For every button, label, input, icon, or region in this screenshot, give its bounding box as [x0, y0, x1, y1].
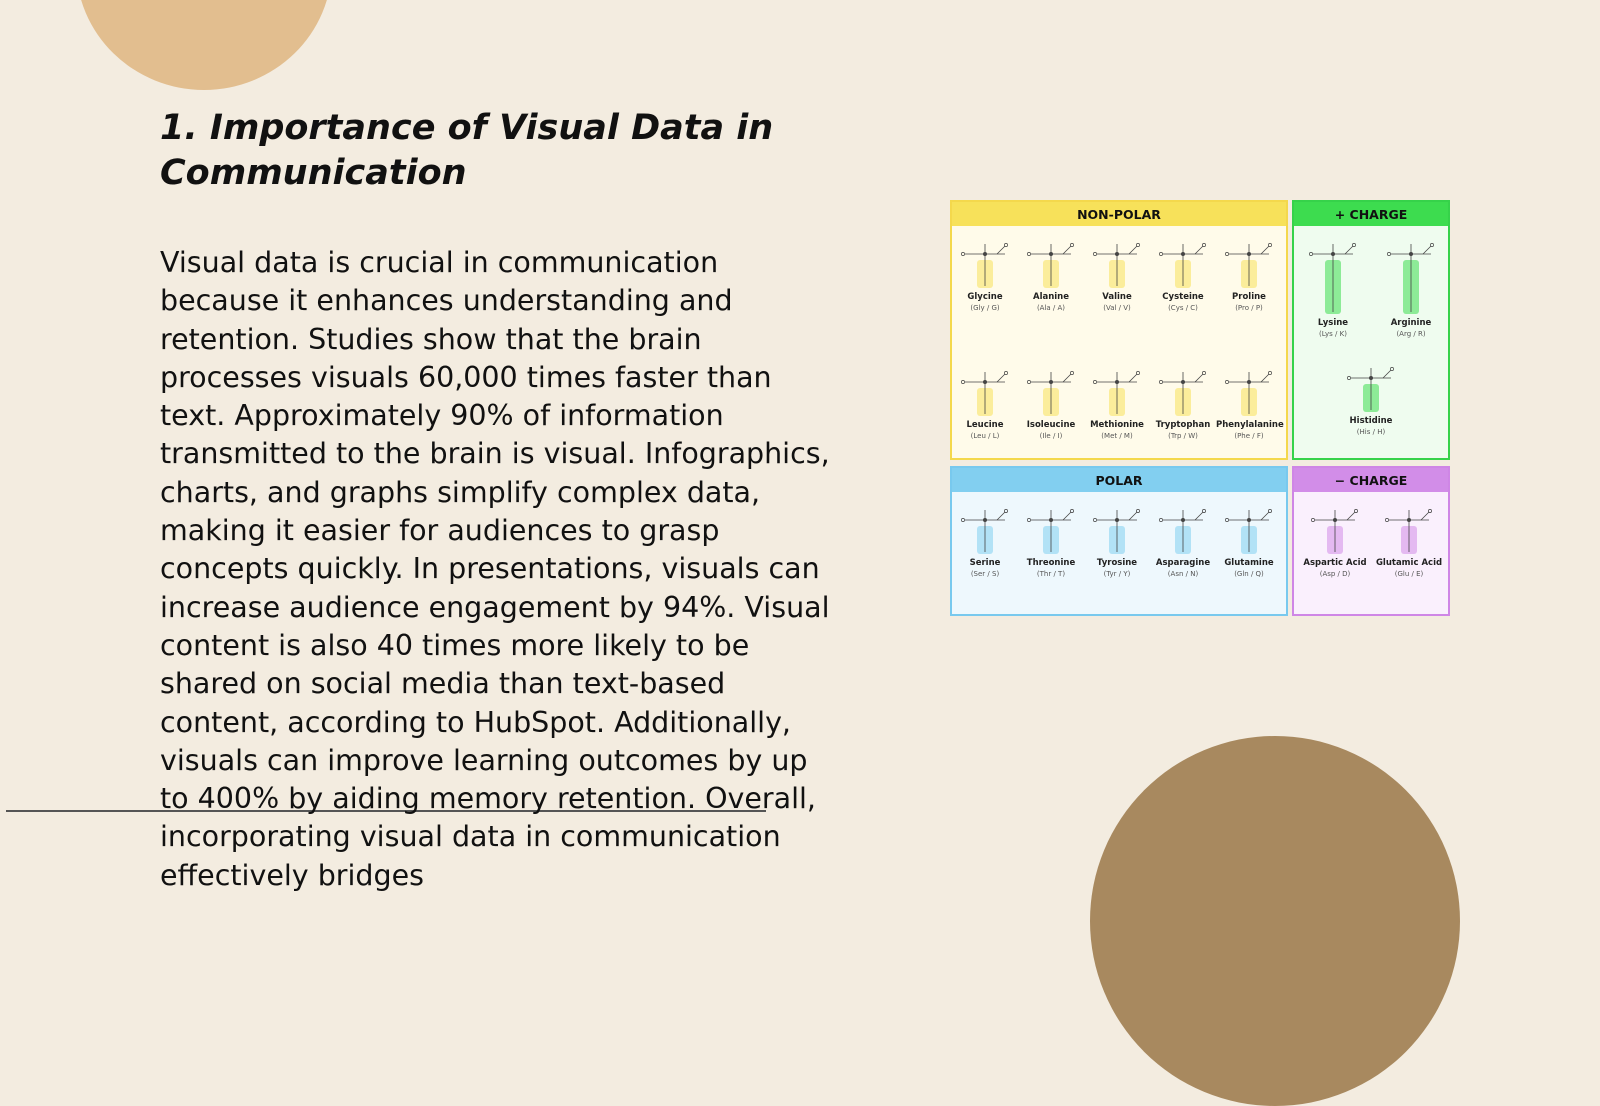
molecule-structure-icon [957, 234, 1013, 292]
molecule-structure-icon [1023, 500, 1079, 558]
molecule-structure-icon [1155, 234, 1211, 292]
amino-acid-name: Serine [969, 558, 1001, 568]
amino-acid-cell [1150, 234, 1216, 313]
molecule-structure-icon [957, 362, 1013, 420]
amino-acid-name: Lysine [1317, 318, 1349, 328]
amino-acid-code: (Gly / G) [970, 304, 1000, 312]
amino-acid-cell [952, 362, 1018, 441]
amino-acid-cell [1018, 234, 1084, 313]
amino-acid-cell [1298, 500, 1372, 579]
amino-acid-cell [1296, 234, 1370, 339]
amino-acid-name: Asparagine [1155, 558, 1211, 568]
amino-acid-code: (Phe / F) [1234, 432, 1264, 440]
amino-acid-name: Tyrosine [1096, 558, 1138, 568]
amino-acid-code: (Glu / E) [1394, 570, 1424, 578]
molecule-structure-icon [1307, 500, 1363, 558]
amino-acid-cell [1018, 362, 1084, 441]
amino-acid-cell [1084, 362, 1150, 441]
cells-nonpolar [952, 226, 1286, 458]
amino-acid-code: (Leu / L) [970, 432, 1000, 440]
panel-negative-charge [1292, 466, 1450, 616]
molecule-structure-icon [1305, 234, 1361, 318]
panel-header-nonpolar: NON-POLAR [952, 202, 1286, 226]
molecule-structure-icon [1155, 362, 1211, 420]
panel-header-polar: POLAR [952, 468, 1286, 492]
panel-polar [950, 466, 1288, 616]
amino-acid-code: (Gln / Q) [1234, 570, 1264, 578]
molecule-structure-icon [1089, 234, 1145, 292]
amino-acid-code: (Ala / A) [1036, 304, 1066, 312]
amino-acid-name: Alanine [1032, 292, 1069, 302]
amino-acid-name: Valine [1102, 292, 1132, 302]
amino-acid-code: (Ile / I) [1039, 432, 1063, 440]
amino-acid-name: Tryptophan [1155, 420, 1211, 430]
amino-acid-name: Histidine [1349, 416, 1393, 426]
amino-acid-code: (Ser / S) [970, 570, 1000, 578]
panel-positive-charge [1292, 200, 1450, 460]
amino-acid-code: (Arg / R) [1396, 330, 1426, 338]
molecule-structure-icon [1221, 500, 1277, 558]
molecule-structure-icon [1023, 362, 1079, 420]
amino-acid-name: Proline [1232, 292, 1266, 302]
amino-acid-cell [952, 500, 1018, 579]
amino-acid-name: Glycine [967, 292, 1003, 302]
amino-acid-cell [952, 234, 1018, 313]
amino-acid-code: (His / H) [1356, 428, 1386, 436]
cells-negative-charge [1294, 492, 1448, 614]
molecule-structure-icon [1383, 234, 1439, 318]
molecule-structure-icon [1381, 500, 1437, 558]
amino-acid-name: Threonine [1026, 558, 1076, 568]
amino-acid-code: (Asp / D) [1319, 570, 1351, 578]
molecule-structure-icon [1343, 358, 1399, 416]
amino-acid-code: (Cys / C) [1168, 304, 1198, 312]
amino-acid-chart [950, 200, 1450, 616]
molecule-structure-icon [1155, 500, 1211, 558]
amino-acid-cell [1216, 362, 1282, 441]
amino-acid-code: (Pro / P) [1235, 304, 1263, 312]
molecule-structure-icon [1221, 234, 1277, 292]
panel-nonpolar [950, 200, 1288, 460]
amino-acid-cell [1372, 500, 1446, 579]
decorative-circle-bottom [1090, 736, 1460, 1106]
slide-title: 1. Importance of Visual Data in Communication [160, 108, 774, 193]
amino-acid-code: (Val / V) [1103, 304, 1131, 312]
amino-acid-name: Aspartic Acid [1303, 558, 1367, 568]
molecule-structure-icon [1089, 500, 1145, 558]
amino-acid-name: Cysteine [1162, 292, 1204, 302]
amino-acid-name: Glutamic Acid [1375, 558, 1443, 568]
amino-acid-name: Arginine [1390, 318, 1432, 328]
cells-positive-charge [1294, 226, 1448, 458]
amino-acid-cell [1018, 500, 1084, 579]
amino-acid-name: Isoleucine [1026, 420, 1076, 430]
slide-body-text: Visual data is crucial in communication because it enhances understanding and retention. Studies show that the brain processes visuals 60,000 times faster than text. Approximately 90% of information transmitted to the brain is visual. Infographics, charts, and graphs simplify complex data, making it easier for audiences to grasp concepts quickly. In presentations, visuals can increase audience engagement by 94%. Visual content is also 40 times more likely to be shared on social media than text-based content, according to HubSpot. Additionally, visuals can improve learning outcomes by up to 400% by aiding memory retention. Overall, incorporating visual data in communication effectively bridges [160, 246, 830, 892]
amino-acid-code: (Lys / K) [1319, 330, 1347, 338]
amino-acid-name: Glutamine [1224, 558, 1274, 568]
molecule-structure-icon [957, 500, 1013, 558]
molecule-structure-icon [1221, 362, 1277, 420]
amino-acid-cell [1150, 362, 1216, 441]
amino-acid-cell [1374, 234, 1448, 339]
amino-acid-code: (Met / M) [1101, 432, 1133, 440]
amino-acid-code: (Trp / W) [1168, 432, 1198, 440]
amino-acid-cell [1150, 500, 1216, 579]
amino-acid-cell [1216, 234, 1282, 313]
amino-acid-name: Methionine [1090, 420, 1144, 430]
amino-acid-code: (Thr / T) [1036, 570, 1066, 578]
panel-header-positive-charge: + CHARGE [1294, 202, 1448, 226]
amino-acid-code: (Asn / N) [1167, 570, 1199, 578]
amino-acid-name: Phenylalanine [1216, 420, 1284, 430]
molecule-structure-icon [1089, 362, 1145, 420]
molecule-structure-icon [1023, 234, 1079, 292]
panel-header-negative-charge: − CHARGE [1294, 468, 1448, 492]
amino-acid-cell [1334, 358, 1408, 437]
amino-acid-cell [1084, 234, 1150, 313]
cells-polar [952, 492, 1286, 614]
decorative-circle-top [76, 0, 332, 90]
amino-acid-cell [1216, 500, 1282, 579]
amino-acid-cell [1084, 500, 1150, 579]
amino-acid-name: Leucine [966, 420, 1004, 430]
amino-acid-code: (Tyr / Y) [1103, 570, 1131, 578]
